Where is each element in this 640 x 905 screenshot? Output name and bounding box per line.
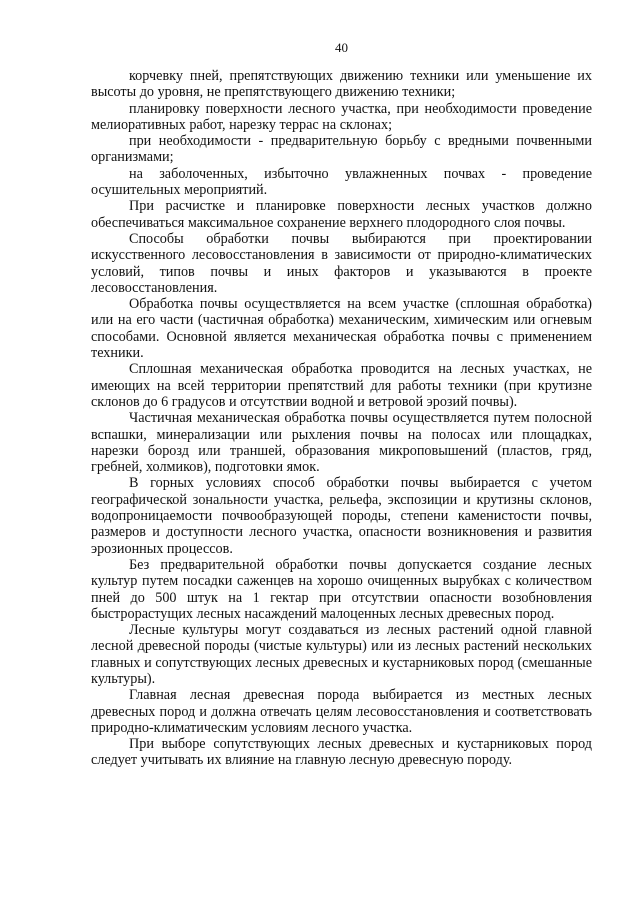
paragraph: Сплошная механическая обработка проводится на лесных участках, не имеющих на всей территории препятствий для работы техники (при крутизне склонов до 6 градусов и отсутствии водной и ветровой эрозий почвы). xyxy=(91,361,592,410)
paragraph: корчевку пней, препятствующих движению техники или уменьшение их высоты до уровня, не препятствующего движению техники; xyxy=(91,68,592,101)
paragraph: на заболоченных, избыточно увлажненных почвах - проведение осушительных мероприятий. xyxy=(91,165,592,199)
page-number: 40 xyxy=(335,40,348,55)
paragraph: Лесные культуры могут создаваться из лесных растений одной главной лесной древесной породы (чистые культуры) или из лесных растений нескольких главных и сопутствующих лесных древесных и кустарниковых пород (смешанные культуры). xyxy=(91,622,592,687)
document-body xyxy=(91,68,592,769)
paragraph: планировку поверхности лесного участка, при необходимости проведение мелиоративных работ, нарезку террас на склонах; xyxy=(91,100,592,133)
paragraph: При расчистке и планировке поверхности лесных участков должно обеспечиваться максимальное сохранение верхнего плодородного слоя почвы. xyxy=(91,198,592,231)
paragraph: Способы обработки почвы выбираются при проектировании искусственного лесовосстановления в зависимости от природно-климатических условий, типов почвы и иных факторов и указываются в проекте лесовосстановления. xyxy=(91,230,592,296)
paragraph: Частичная механическая обработка почвы осуществляется путем полосной вспашки, минерализации или рыхления почвы на полосах или площадках, нарезки борозд или траншей, образования микроповышений (пластов, гряд, гребней, холмиков), подготовки ямок. xyxy=(91,410,592,476)
paragraph: Обработка почвы осуществляется на всем участке (сплошная обработка) или на его части (частичная обработка) механическим, химическим или огневым способами. Основной является механическая обработка почвы с применением техники. xyxy=(91,296,592,362)
paragraph: В горных условиях способ обработки почвы выбирается с учетом географической зональности участка, рельефа, экспозиции и крутизны склонов, водопроницаемости почвообразующей породы, степени каменистости почвы, размеров и доступности лесного участка, опасности возникновения и развития эрозионных процессов. xyxy=(91,475,592,557)
paragraph: Без предварительной обработки почвы допускается создание лесных культур путем посадки саженцев на хорошо очищенных вырубках с количеством пней до 500 штук на 1 гектар при отсутствии опасности возобновления быстрорастущих лесных насаждений малоценных лесных древесных пород. xyxy=(91,556,592,622)
paragraph: при необходимости - предварительную борьбу с вредными почвенными организмами; xyxy=(91,133,592,166)
paragraph: При выборе сопутствующих лесных древесных и кустарниковых пород следует учитывать их влияние на главную лесную древесную породу. xyxy=(91,736,592,769)
paragraph: Главная лесная древесная порода выбирается из местных лесных древесных пород и должна отвечать целям лесовосстановления и соответствовать природно-климатическим условиям лесного участка. xyxy=(91,687,592,736)
